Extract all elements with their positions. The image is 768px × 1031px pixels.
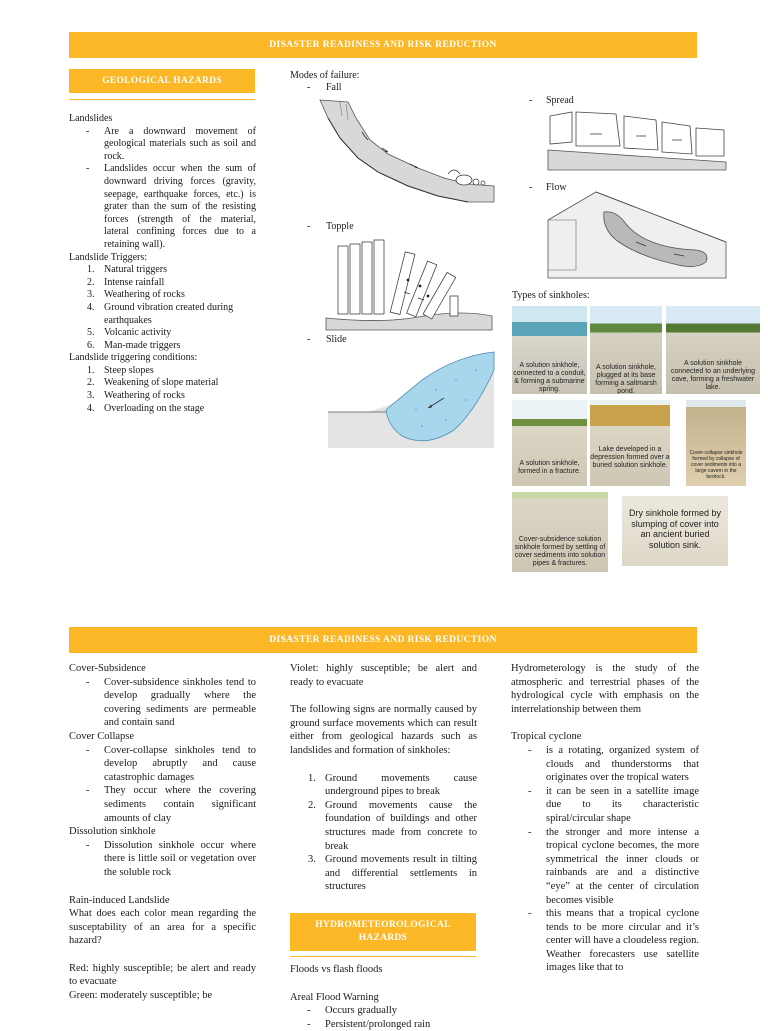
sinkhole-caption: Cover-collapse sinkhole formed by collapse of cover sediments into a large cavern in the bedrock. — [689, 450, 743, 480]
list-item: - They occur where the covering sediments contain significant amounts of clay — [69, 784, 256, 825]
sinkhole-panel — [512, 306, 587, 394]
list-item: - this means that a tropical cyclone tends to be more circular and it’s center will have a cloudeless region. Weather forecasters use satellite images like that to — [511, 907, 699, 975]
flow-diagram — [546, 190, 728, 282]
list-item: - Cover-subsidence sinkholes tend to develop gradually where the covering sediments are permeable and contain sand — [69, 676, 256, 730]
landslides-heading: Landslides — [69, 113, 113, 124]
red-meaning: Red: highly susceptible; be alert and ready to evacuate — [69, 962, 256, 988]
sinkhole-caption: Cover-subsidence solution sinkhole formed by settling of cover sediments into solution pipes & fractures. — [514, 536, 606, 567]
sinkhole-caption: A solution sinkhole, plugged at its base forming a saltmarsh pond. — [595, 364, 657, 394]
page2-col2 — [290, 662, 477, 894]
cover-collapse-heading: Cover Collapse — [69, 730, 135, 742]
tropical-cyclone-heading: Tropical cyclone — [511, 731, 582, 743]
triggers-heading: Landslide Triggers: — [69, 251, 148, 263]
list-item: 2. Intense rainfall — [87, 276, 165, 288]
list-item: 4. Overloading on the stage — [87, 402, 205, 414]
sinkhole-panel — [590, 306, 662, 394]
list-item: - it can be seen in a satellite image due to its characteristic spiral/circular shape — [511, 785, 699, 826]
list-item: - Dissolution sinkhole occur where there is little soil or vegetation over the soluble rock — [69, 839, 256, 880]
list-item: 3. Weathering of rocks — [87, 289, 185, 301]
page2-col1 — [69, 662, 256, 1003]
mode-flow-label: Flow — [546, 182, 567, 193]
signs-list — [290, 772, 477, 894]
tropical-cyclone-list — [511, 744, 699, 975]
list-item: 1. Ground movements cause underground pipes to break — [308, 772, 477, 798]
mode-spread-dash: - — [529, 95, 533, 106]
dissolution-list — [69, 839, 256, 880]
list-item: - Are a downward movement of geological materials such as soil and rock. — [69, 126, 256, 164]
list-item: - Landslides occur when the sum of downward driving forces (gravity, seepage, earthquake forces, etc.) is grater than the sum of the resisting forces (strength of the material, lateral confining forces due to a retaining wall). — [69, 163, 256, 251]
rain-question: What does each color mean regarding the susceptability of an area for a specific hazard? — [69, 908, 256, 947]
sinkhole-caption: A solution sinkhole connected to an underlying cave, forming a freshwater lake. — [670, 360, 756, 391]
sinkhole-caption: Lake developed in a depression formed over a buried solution sinkhole. — [590, 446, 670, 469]
list-item: - Persistent/prolonged rain — [290, 1018, 477, 1031]
sinkhole-panel — [622, 496, 728, 566]
mode-flow-dash: - — [529, 182, 533, 193]
section-rule — [290, 956, 476, 957]
list-item: 5. Volcanic activity — [87, 327, 172, 339]
mode-slide-dash: - — [307, 334, 311, 345]
list-item: 1. Steep slopes — [87, 364, 154, 376]
sinkhole-panel — [590, 400, 670, 486]
page2-banner: DISASTER READINESS AND RISK REDUCTION — [69, 627, 697, 653]
geological-hazards-heading: GEOLOGICAL HAZARDS — [69, 69, 255, 93]
page2-col3 — [511, 662, 699, 975]
green-meaning: Green: moderately susceptible; be — [69, 990, 213, 1002]
mode-fall-dash: - — [307, 82, 311, 93]
floods-heading: Floods vs flash floods — [290, 964, 383, 975]
hydrometerology-definition: Hydrometerology is the study of the atmospheric and terrestrial phases of the hydrological cycle with emphasis on the interrelationship between them — [511, 663, 699, 715]
page1-banner: DISASTER READINESS AND RISK REDUCTION — [69, 32, 697, 58]
list-item: 2. Ground movements cause the foundation of buildings and other structures made from concrete to break — [308, 799, 477, 852]
landslides-block — [69, 113, 256, 415]
list-item: - Occurs gradually — [290, 1004, 477, 1018]
areal-flood-list — [290, 1004, 477, 1031]
sinkhole-panel — [512, 400, 587, 486]
sinkhole-panel — [666, 306, 760, 394]
list-item: - the stronger and more intense a tropical cyclone becomes, the more symmetrical the inner clouds or rainbands are and a distinctive “eye” at the center of circulation becomes visible — [511, 826, 699, 908]
fall-diagram — [318, 98, 496, 206]
triggers-list — [69, 264, 256, 352]
spread-diagram — [546, 106, 728, 172]
conditions-list — [69, 365, 256, 415]
hydrometeorological-heading: HYDROMETEOROLOGICAL HAZARDS — [290, 913, 476, 951]
rain-landslide-heading: Rain-induced Landslide — [69, 894, 170, 906]
floods-block — [290, 963, 477, 1031]
mode-fall-label: Fall — [326, 82, 342, 93]
mode-topple-dash: - — [307, 221, 311, 232]
list-item: 3. Ground movements result in tilting and differential settlements in structures — [308, 854, 477, 893]
areal-flood-heading: Areal Flood Warning — [290, 991, 379, 1003]
cover-collapse-list — [69, 744, 256, 826]
list-item: 4. Ground vibration created during earthquakes — [87, 301, 234, 326]
sinkhole-caption: A solution sinkhole, formed in a fracture. — [518, 460, 581, 475]
sinkhole-panel — [512, 492, 608, 572]
conditions-heading: Landslide triggering conditions: — [69, 352, 198, 364]
section-rule — [69, 99, 255, 100]
mode-topple-label: Topple — [326, 221, 354, 232]
topple-diagram — [324, 236, 494, 332]
violet-meaning: Violet: highly susceptible; be alert and ready to evacuate — [290, 663, 477, 688]
sinkholes-heading: Types of sinkholes: — [512, 290, 590, 301]
dissolution-heading: Dissolution sinkhole — [69, 826, 156, 838]
sinkhole-caption: Dry sinkhole formed by slumping of cover into an ancient buried solution sink. — [628, 508, 722, 550]
list-item: - is a rotating, organized system of clouds and thunderstorms that originates over the tropical waters — [511, 744, 699, 785]
sinkhole-panel — [686, 400, 746, 486]
slide-diagram — [326, 350, 496, 450]
cover-subsidence-list — [69, 676, 256, 730]
list-item: 6. Man-made triggers — [87, 339, 181, 351]
list-item: 1. Natural triggers — [87, 264, 168, 276]
landslides-list — [69, 126, 256, 252]
list-item: - Cover-collapse sinkholes tend to develop abruptly and cause catastrophic damages — [69, 744, 256, 785]
cover-subsidence-heading: Cover-Subsidence — [69, 663, 146, 674]
mode-spread-label: Spread — [546, 95, 574, 106]
list-item: 3. Weathering of rocks — [87, 390, 185, 402]
sinkhole-caption: A solution sinkhole, connected to a conduit, & forming a submarine spring. — [513, 362, 586, 393]
list-item: 2. Weakening of slope material — [87, 377, 219, 389]
mode-slide-label: Slide — [326, 334, 347, 345]
modes-heading: Modes of failure: — [290, 70, 360, 81]
signs-intro: The following signs are normally caused by ground surface movements which can result either from geological hazards such as landslides and formation of sinkholes: — [290, 704, 477, 756]
